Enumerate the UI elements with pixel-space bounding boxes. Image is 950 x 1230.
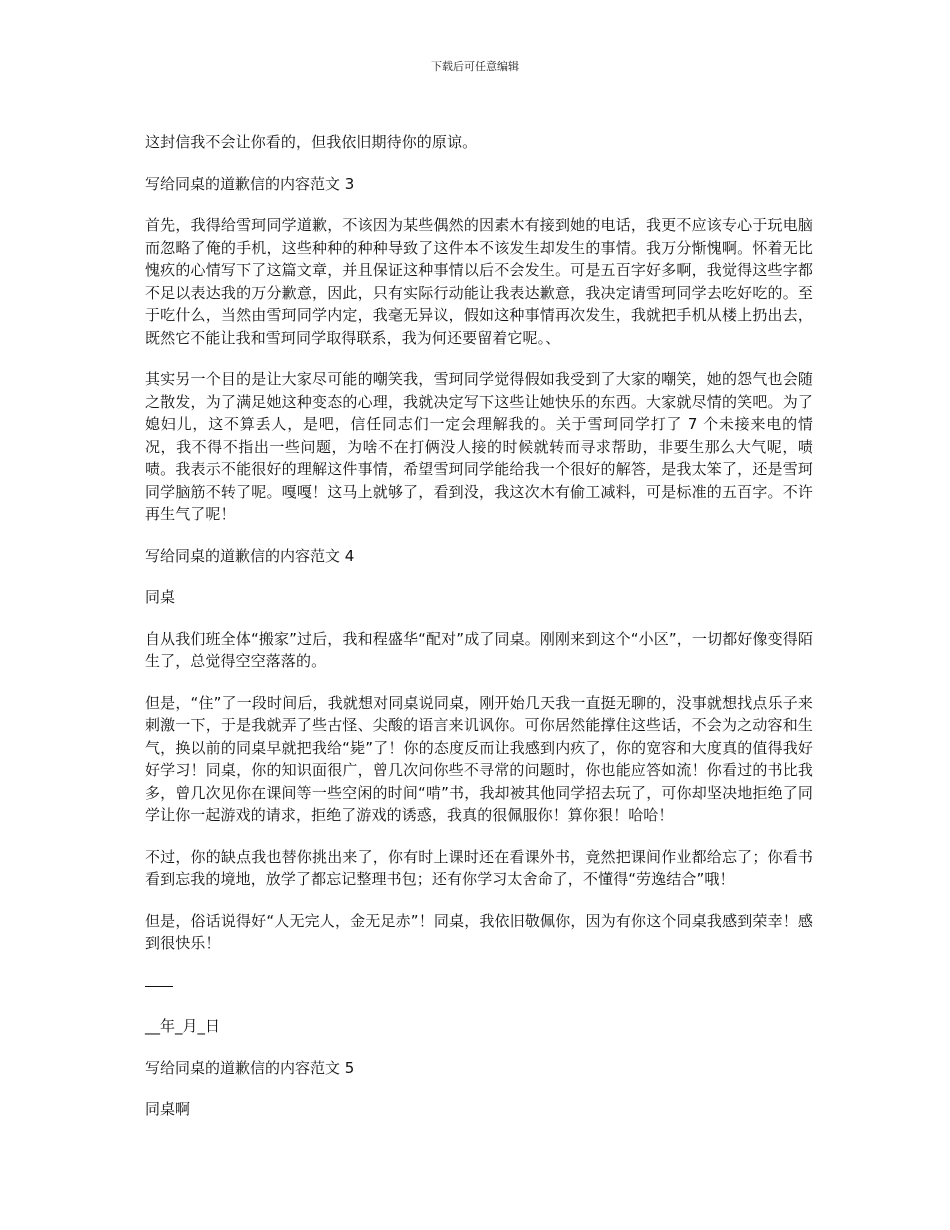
signature-name-line <box>145 974 813 997</box>
salutation: 同桌 <box>145 588 176 606</box>
section-heading: 写给同桌的道歉信的内容范文 4 <box>145 546 355 565</box>
signature-rule <box>145 986 173 987</box>
page-header: 下载后可任意编辑 <box>431 60 519 73</box>
paragraph: 但是，“住”了一段时间后，我就想对同桌说同桌，刚开始几天我一直挺无聊的，没事就想找点乐子来刺激一下，于是我就弄了些古怪、尖酸的语言来讥讽你。可你居然能撑住这些话，不会为之动容和生气，换以前的同桌早就把我给“毙”了！你的态度反而让我感到内疚了，你的宽容和大度真的值得我好好学习！同桌，你的知识面很广，曾几次问你些不寻常的问题时，你也能应答如流！你看过的书比我多，曾几次见你在课间等一些空闲的时间“啃”书，我却被其他同学招去玩了，可你却坚决地拒绝了同学让你一起游戏的请求，拒绝了游戏的诱惑，我真的很佩服你！算你狠！哈哈！ <box>145 693 813 824</box>
paragraph: 但是，俗话说得好“人无完人，金无足赤”！同桌，我依旧敬佩你，因为有你这个同桌我感到荣幸！感到很快乐！ <box>145 911 813 952</box>
paragraph: 首先，我得给雪珂同学道歉，不该因为某些偶然的因素木有接到她的电话，我更不应该专心于玩电脑而忽略了俺的手机，这些种种的种种导致了这件本不该发生却发生的事情。我万分惭愧啊。怀着无比愧疚的心情写下了这篇文章，并且保证这种事情以后不会发生。可是五百字好多啊，我觉得这些字都不足以表达我的万分歉意，因此，只有实际行动能让我表达歉意，我决定请雪珂同学去吃好吃的。至于吃什么，当然由雪珂同学内定，我毫无异议，假如这种事情再次发生，我就把手机从楼上扔出去，既然它不能让我和雪珂同学取得联系，我为何还要留着它呢。、 <box>145 216 813 347</box>
section-heading: 写给同桌的道歉信的内容范文 5 <box>145 1058 355 1077</box>
salutation: 同桌啊 <box>145 1100 191 1118</box>
paragraph: 这封信我不会让你看的，但我依旧期待你的原谅。 <box>145 133 478 151</box>
paragraph: 自从我们班全体“搬家”过后，我和程盛华“配对”成了同桌。刚刚来到这个“小区”，一切都好像变得陌生了，总觉得空空落落的。 <box>145 629 813 670</box>
section-heading: 写给同桌的道歉信的内容范文 3 <box>145 174 355 193</box>
paragraph: 不过，你的缺点我也替你挑出来了，你有时上课时还在看课外书，竟然把课间作业都给忘了；你看书看到忘我的境地，放学了都忘记整理书包；还有你学习太舍命了，不懂得“劳逸结合”哦！ <box>145 847 813 888</box>
document-body <box>145 131 813 1140</box>
signature-date: __年_月_日 <box>145 1017 221 1035</box>
paragraph: 其实另一个目的是让大家尽可能的嘲笑我，雪珂同学觉得假如我受到了大家的嘲笑，她的怨气也会随之散发，为了满足她这种变态的心理，我就决定写下这些让她快乐的东西。大家就尽情的笑吧。为了媳妇儿，这不算丢人，是吧，信任同志们一定会理解我的。关于雪珂同学打了 7 个未接来电的情况，我不得不指出一些问题，为啥不在打俩没人接的时候就转而寻求帮助，非要生那么大气呢，啧啧。我表示不能很好的理解这件事情，希望雪珂同学能给我一个很好的解答，是我太笨了，还是雪珂同学脑筋不转了呢。嘎嘎！这马上就够了，看到没，我这次木有偷工减料，可是标准的五百字。不许再生气了呢！ <box>145 370 813 523</box>
